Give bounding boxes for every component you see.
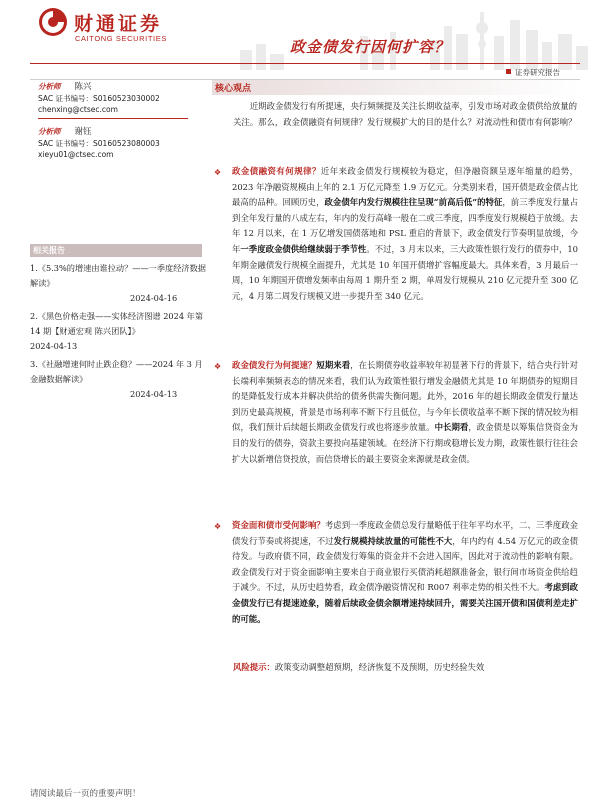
diamond-bullet-icon: ❖	[214, 362, 222, 371]
point-paragraph-1	[214, 164, 578, 304]
related-reports-heading	[30, 244, 202, 257]
related-report-date: 2024-04-13	[30, 341, 78, 351]
point-lead: 政金债融资有何规律？	[232, 166, 321, 176]
point-lead: 资金面和债市受何影响？	[232, 520, 325, 530]
point-text: 近年来政金债发行规模较为稳定，但净融资额呈逐年缩量的趋势，2023 年净融资规模由上年的 2.1 万亿元降至 1.9 万亿元。分类别来看，国开债是政金债占比最高的品种。回顾历史，	[232, 166, 579, 208]
point-text: ，前三季度发行量占到全年发行量的八成左右，年内的发行高峰一般在二或三季度，四季度发行规模趋于放缓。去年 12 月以来，在 1 万亿增发国债落地和 PSL 重启的背景下，政金债发行节奏明显放缓，今年	[232, 197, 579, 254]
point-text: 考虑到一季度政金债总发行量略低于往年平均水平，二、三季度政金债发行节奏或将提速，不过	[232, 520, 579, 546]
point-body	[232, 358, 578, 467]
point-body	[232, 164, 578, 304]
core-views-heading-text: 核心观点	[215, 84, 252, 94]
logo-text-en: CAITONG SECURITIES	[75, 34, 167, 43]
diamond-bullet-icon: ❖	[214, 168, 222, 177]
point-emphasis: 一季度政金债供给继续弱于季节性	[240, 243, 367, 254]
point-text: ，年内约有 4.54 万亿元的政金债待发。与政府债不同，政金债发行筹集的资金并不会进入国库，因此对于流动性的影响有限。政金债发行对于资金面影响主要来自于商业银行买债消耗超额准备金，银行间市场资金供给趋于减少。不过，从历史趋势看，政金债净融资情况和 R007 利率走势的相关性不大。	[232, 535, 579, 593]
risk-text: 政策变动调整超预期，经济恢复不及预期，历史经验失效	[274, 662, 485, 672]
point-emphasis: 中长期看	[434, 422, 469, 433]
logo-mark-icon	[38, 7, 68, 37]
point-emphasis: 发行规模持续放量的可能性不大	[333, 535, 453, 546]
related-report-title: 1.《5.3%的增速由谁拉动？——一季度经济数据解读》	[30, 263, 206, 288]
disclaimer-footer: 请阅读最后一页的重要声明！	[30, 789, 141, 799]
point-text: 。不过，3 月末以来，三大政策性银行发行的债券中，10 年期金融债发行规模全面提升，尤其是 10 年国开债增扩容幅度最大。具体来看，3 月最后一周，10 年期国开债增发频率由每周 1 期升至 2 期，单周发行规模从 210 亿元提升至 300 亿元，4 月第二周发行规模又进一步提升至 340 亿元。	[232, 243, 579, 301]
report-type-text: 证券研究报告	[515, 68, 560, 77]
header-rule	[30, 63, 580, 64]
analyst-role: 分析师	[38, 82, 61, 91]
analyst-name: 陈兴	[74, 82, 92, 92]
analyst-email[interactable]: chenxing@ctsec.com	[38, 105, 118, 114]
point-paragraph-3	[214, 518, 578, 627]
analyst-card	[38, 126, 208, 160]
risk-warning	[233, 660, 484, 674]
diamond-bullet-icon: ❖	[214, 522, 222, 531]
related-report-title: 2.《黑色价格走强——实体经济图谱 2024 年第 14 期【财通宏观 陈兴团队】》	[30, 311, 204, 336]
page-title: 政金债发行因何扩容？	[290, 38, 451, 56]
analyst-role: 分析师	[38, 127, 61, 136]
heading-bar	[212, 80, 580, 95]
analyst-divider	[38, 118, 188, 119]
related-report-item[interactable]	[30, 357, 210, 402]
analyst-cert: SAC 证书编号：S0160523080003	[38, 139, 160, 148]
company-logo	[38, 7, 208, 45]
related-reports-heading-text: 相关报告	[33, 246, 65, 255]
point-emphasis: 短期来看	[316, 360, 351, 370]
analyst-cert: SAC 证书编号：S0160523030002	[38, 94, 160, 103]
logo-text-cn: 财通证券	[74, 13, 163, 35]
related-report-date: 2024-04-16	[130, 293, 178, 303]
related-reports-list	[30, 261, 210, 405]
related-report-date: 2024-04-13	[130, 389, 178, 399]
related-report-item[interactable]	[30, 309, 210, 354]
related-report-item[interactable]	[30, 261, 210, 306]
report-type-label	[506, 67, 560, 78]
core-views-heading	[212, 80, 580, 95]
related-report-title: 3.《社融增速何时止跌企稳？——2024 年 3 月金融数据解读》	[30, 359, 203, 384]
point-text: ，在长期债券收益率较年初显著下行的背景下，结合央行针对长端利率频频表态的情况来看，我们认为政策性银行增发金融债尤其是 10 年期债券的短期目的是降低发行成本并解决供给的债务供需失衡问题。此外，2016 年的超长期政金债发行量达到历史最高规模，背景是市场利率不断下行且低位，与今年长债收益率不断下探的情况较为相似，我们预计后续超长期政金债发行或也将逐步放量。	[232, 360, 579, 433]
point-emphasis: 政金债年内发行规模往往呈现“前高后低”的特征	[324, 197, 503, 208]
point-paragraph-2	[214, 358, 578, 467]
point-text: ，政金债是以筹集信贷资金为目的发行的债券，资款主要投向基建领域。在经济下行期或稳增长发力期，政策性银行往往会扩大以新增信贷投放，而信贷增长的最主要资金来源就是政金债。	[232, 422, 579, 464]
point-emphasis: 考虑到政金债发行已有提速迹象，随着后续政金债余额增速持续回升，需要关注国开债和国债利差走扩的可能。	[232, 582, 578, 624]
point-lead: 政金债发行为何提速？	[232, 360, 317, 370]
square-bullet-icon	[506, 69, 511, 74]
analyst-card	[38, 81, 208, 115]
analyst-name: 谢钰	[74, 127, 92, 137]
intro-paragraph: 近期政金债发行有所提速，央行频频提及关注长期收益率，引发市场对政金债供给放量的关注。那么，政金债融资有何规律？发行规模扩大的目的是什么？对流动性和债市有何影响？	[233, 101, 577, 127]
analyst-email[interactable]: xieyu01@ctsec.com	[38, 150, 114, 159]
point-body	[232, 518, 578, 627]
risk-label: 风险提示：	[233, 662, 275, 672]
